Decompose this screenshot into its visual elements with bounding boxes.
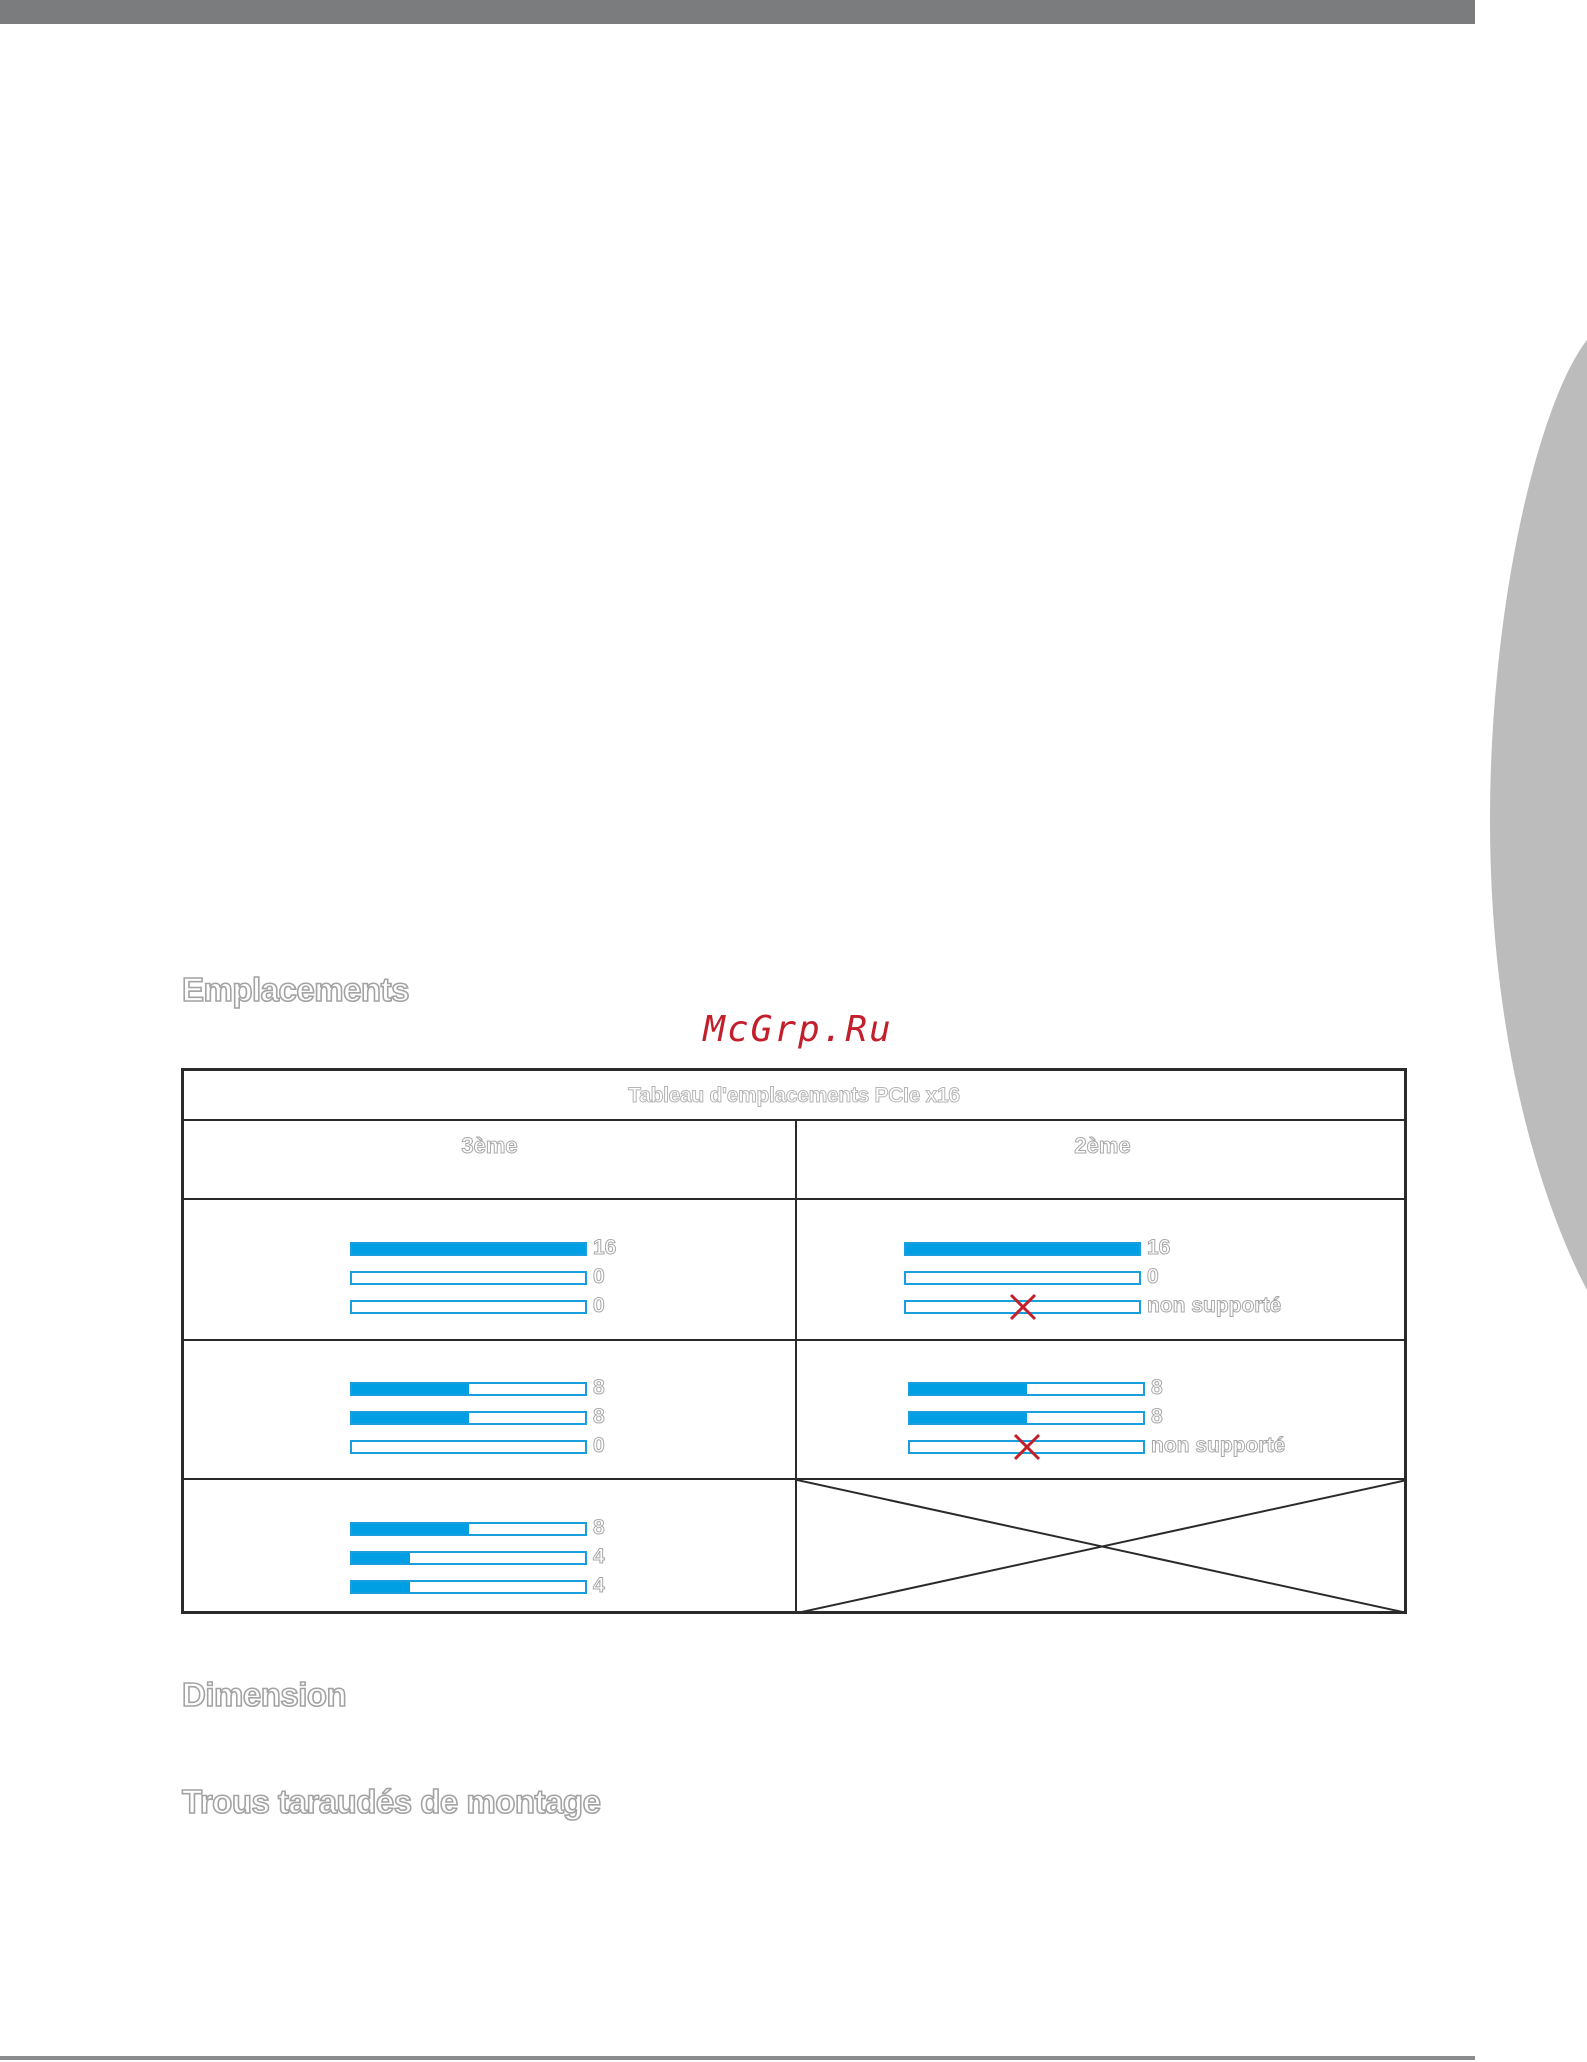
table-divider bbox=[184, 1198, 1404, 1200]
lane-bar-label: 8 bbox=[1151, 1405, 1163, 1428]
column-header-2eme: 2ème bbox=[1074, 1133, 1131, 1158]
watermark: McGrp.Ru bbox=[703, 1009, 893, 1050]
table-title: Tableau d'emplacements PCIe x16 bbox=[628, 1084, 960, 1107]
lane-bar-fill bbox=[352, 1524, 469, 1534]
lane-bar-fill bbox=[910, 1413, 1027, 1423]
lane-bar-label: 4 bbox=[593, 1574, 605, 1597]
lane-bar bbox=[350, 1551, 587, 1565]
unsupported-x-icon bbox=[1012, 1432, 1042, 1462]
lane-bar-label: 0 bbox=[593, 1294, 605, 1317]
lane-bar bbox=[350, 1580, 587, 1594]
section-heading-dimension: Dimension bbox=[182, 1676, 347, 1713]
footer-line bbox=[0, 2056, 1475, 2060]
lane-bar-fill bbox=[352, 1582, 410, 1592]
lane-bar bbox=[350, 1242, 587, 1256]
lane-bar-label: non supporté bbox=[1147, 1294, 1282, 1317]
pcie-slot-table bbox=[181, 1068, 1407, 1614]
lane-bar-fill bbox=[352, 1384, 469, 1394]
lane-bar-label: 8 bbox=[593, 1376, 605, 1399]
section-heading-mounting-holes: Trous taraudés de montage bbox=[182, 1783, 601, 1820]
lane-bar-fill bbox=[352, 1553, 410, 1563]
side-chapter-tab bbox=[1470, 340, 1587, 1290]
lane-bar bbox=[350, 1411, 587, 1425]
lane-bar bbox=[904, 1242, 1141, 1256]
lane-bar-label: 4 bbox=[593, 1545, 605, 1568]
lane-bar-label: 0 bbox=[593, 1265, 605, 1288]
lane-bar-label: 16 bbox=[1147, 1236, 1171, 1259]
lane-bar-label: non supporté bbox=[1151, 1434, 1286, 1457]
lane-bar-label: 0 bbox=[1147, 1265, 1159, 1288]
lane-bar bbox=[908, 1382, 1145, 1396]
lane-bar-fill bbox=[910, 1384, 1027, 1394]
lane-bar-fill bbox=[352, 1413, 469, 1423]
table-divider bbox=[184, 1339, 1404, 1341]
lane-bar bbox=[904, 1271, 1141, 1285]
lane-bar-fill bbox=[906, 1244, 1139, 1254]
header-bar bbox=[0, 0, 1475, 24]
table-divider bbox=[184, 1119, 1404, 1121]
lane-bar-fill bbox=[352, 1244, 585, 1254]
lane-bar-label: 0 bbox=[593, 1434, 605, 1457]
lane-bar-label: 8 bbox=[593, 1516, 605, 1539]
section-heading-slots: Emplacements bbox=[182, 971, 409, 1008]
lane-bar-label: 8 bbox=[1151, 1376, 1163, 1399]
lane-bar bbox=[908, 1411, 1145, 1425]
lane-bar-label: 16 bbox=[593, 1236, 617, 1259]
lane-bar bbox=[350, 1440, 587, 1454]
unsupported-x-icon bbox=[1008, 1292, 1038, 1322]
lane-bar bbox=[350, 1382, 587, 1396]
column-header-3eme: 3ème bbox=[461, 1133, 518, 1158]
lane-bar bbox=[350, 1522, 587, 1536]
not-applicable-cross bbox=[797, 1480, 1407, 1613]
lane-bar bbox=[350, 1271, 587, 1285]
lane-bar bbox=[350, 1300, 587, 1314]
lane-bar-label: 8 bbox=[593, 1405, 605, 1428]
